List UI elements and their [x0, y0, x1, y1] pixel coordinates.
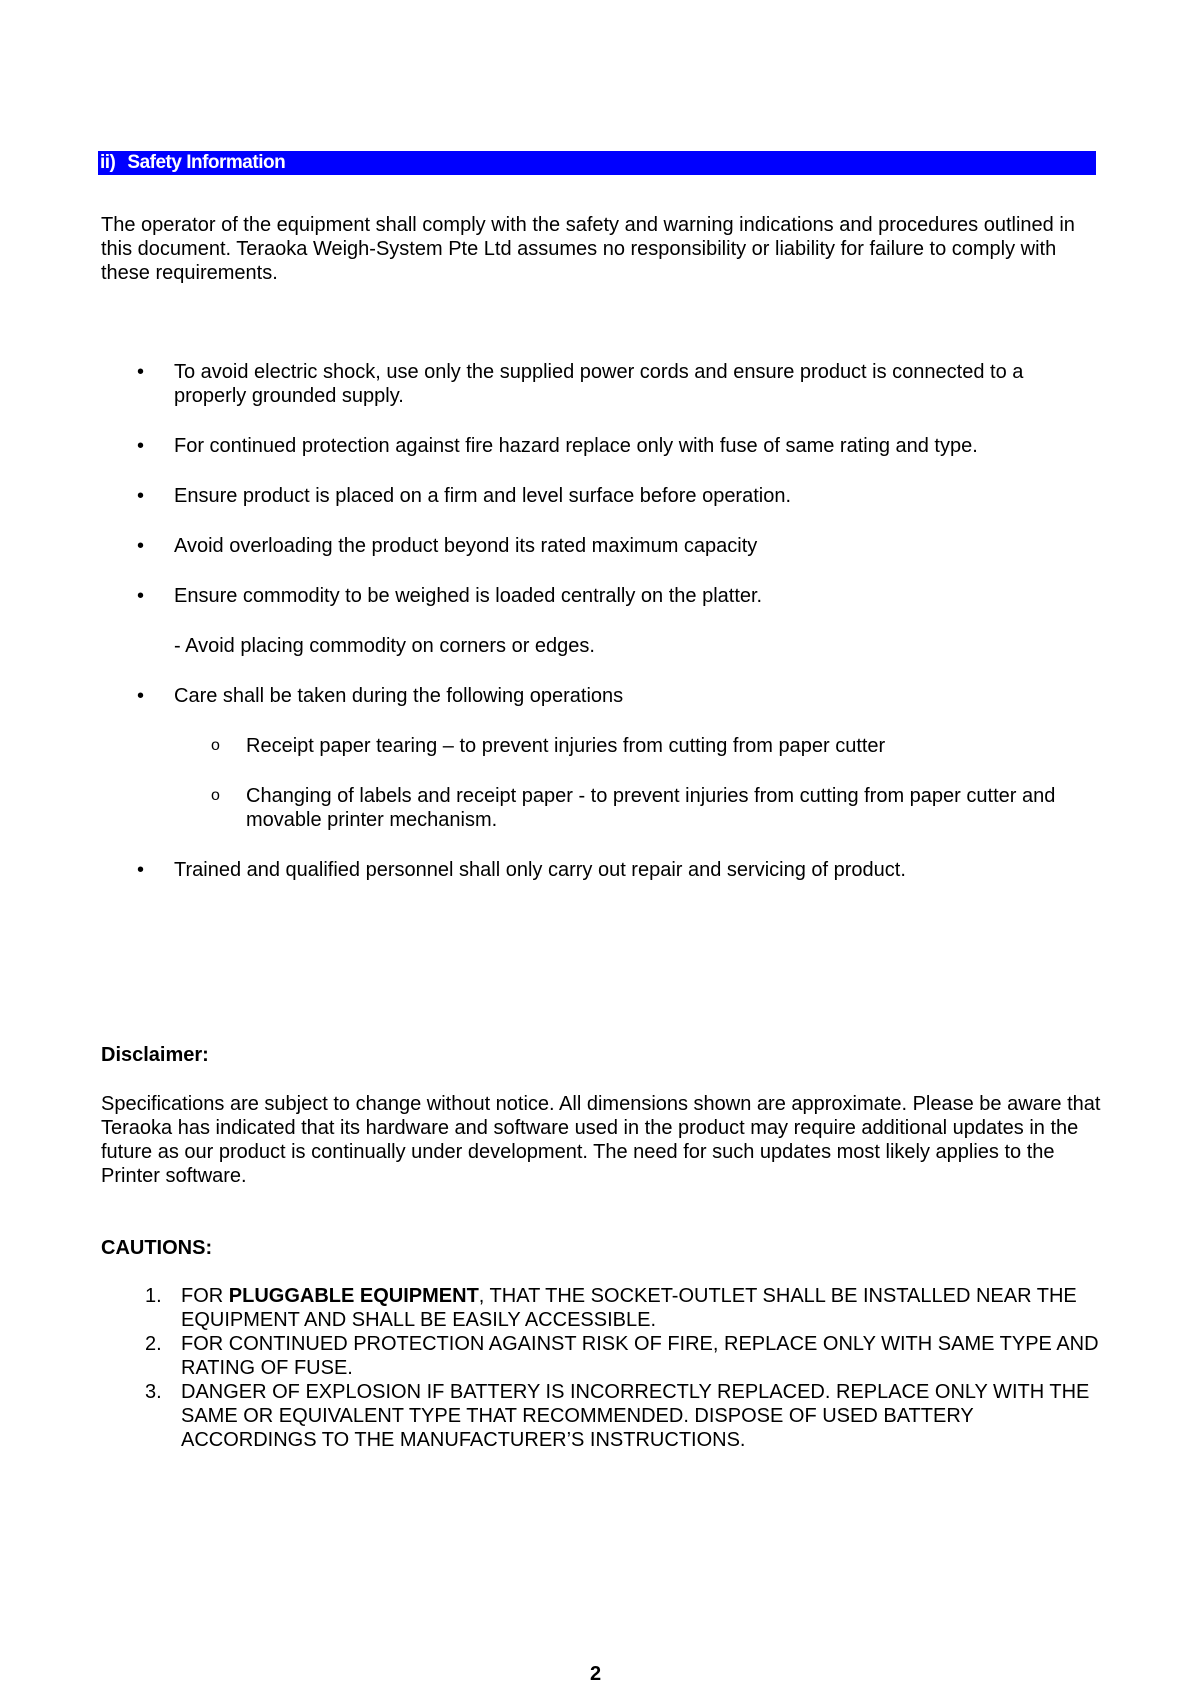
caution-item [101, 1332, 1101, 1380]
list-item [101, 484, 1101, 508]
caution-text-rest: , THAT THE SOCKET-OUTLET SHALL BE INSTALLED NEAR THE EQUIPMENT AND SHALL BE EASILY ACCESSIBLE. [181, 1285, 1077, 1331]
bullet-icon: • [137, 585, 145, 607]
sub-bullet-list [174, 734, 1101, 832]
list-item [101, 360, 1101, 408]
circle-bullet-icon: o [211, 787, 220, 804]
bullet-icon: • [137, 535, 145, 557]
caution-item [101, 1284, 1101, 1332]
bullet-text: Care shall be taken during the following operations [174, 685, 624, 707]
sub-bullet-text: Changing of labels and receipt paper - to prevent injuries from cutting from paper cutter and movable printer mechanism. [246, 785, 1056, 831]
caution-text-bold: PLUGGABLE EQUIPMENT [228, 1285, 479, 1307]
bullet-text: For continued protection against fire hazard replace only with fuse of same rating and type. [174, 435, 978, 457]
bullet-icon: • [137, 685, 145, 707]
list-item [101, 684, 1101, 832]
bullet-text: To avoid electric shock, use only the supplied power cords and ensure product is connected to a properly grounded supply. [174, 361, 1024, 407]
list-item [101, 858, 1101, 882]
caution-number: 2. [145, 1333, 162, 1355]
caution-text: DANGER OF EXPLOSION IF BATTERY IS INCORRECTLY REPLACED. REPLACE ONLY WITH THE SAME OR EQUIVALENT TYPE THAT RECOMMENDED. DISPOSE OF USED BATTERY ACCORDINGS TO THE MANUFACTURER’S INSTRUCTIONS. [181, 1381, 1090, 1451]
bullet-icon: • [137, 485, 145, 507]
list-item-note [101, 634, 1101, 658]
bullet-icon: • [137, 361, 145, 383]
sub-bullet-text: Receipt paper tearing – to prevent injuries from cutting from paper cutter [246, 735, 886, 757]
bullet-text: Ensure product is placed on a firm and level surface before operation. [174, 485, 792, 507]
bullet-icon: • [137, 435, 145, 457]
caution-item [101, 1380, 1101, 1452]
list-item [101, 534, 1101, 558]
list-item [101, 434, 1101, 458]
section-number: ii) [100, 152, 116, 173]
sub-list-item [174, 734, 1101, 758]
bullet-text: Avoid overloading the product beyond its rated maximum capacity [174, 535, 758, 557]
disclaimer-heading: Disclaimer: [101, 1044, 209, 1066]
caution-text-prefix: FOR [181, 1285, 229, 1307]
cautions-heading: CAUTIONS: [101, 1237, 213, 1259]
bullet-icon: • [137, 859, 145, 881]
safety-bullet-list [101, 360, 1101, 908]
page-number: 2 [589, 1663, 602, 1685]
disclaimer-paragraph: Specifications are subject to change without notice. All dimensions shown are approximate. Please be aware that Teraoka has indicated that its hardware and software used in the product may require additional updates in the future as our product is continually under development. The need for such updates most likely applies to the Printer software. [101, 1093, 1101, 1187]
list-item [101, 584, 1101, 608]
section-heading-bar [98, 151, 1096, 175]
caution-number: 3. [145, 1381, 162, 1403]
caution-number: 1. [145, 1285, 162, 1307]
intro-paragraph: The operator of the equipment shall comply with the safety and warning indications and procedures outlined in this document. Teraoka Weigh-System Pte Ltd assumes no responsibility or liability for failure to comply with these requirements. [101, 214, 1075, 284]
bullet-note-text: - Avoid placing commodity on corners or edges. [174, 635, 595, 657]
sub-list-item [174, 784, 1101, 832]
bullet-text: Ensure commodity to be weighed is loaded centrally on the platter. [174, 585, 763, 607]
section-title: Safety Information [127, 152, 286, 173]
circle-bullet-icon: o [211, 737, 220, 754]
caution-text: FOR CONTINUED PROTECTION AGAINST RISK OF FIRE, REPLACE ONLY WITH SAME TYPE AND RATING OF FUSE. [181, 1333, 1099, 1379]
bullet-text: Trained and qualified personnel shall only carry out repair and servicing of product. [174, 859, 906, 881]
cautions-list [101, 1284, 1101, 1452]
